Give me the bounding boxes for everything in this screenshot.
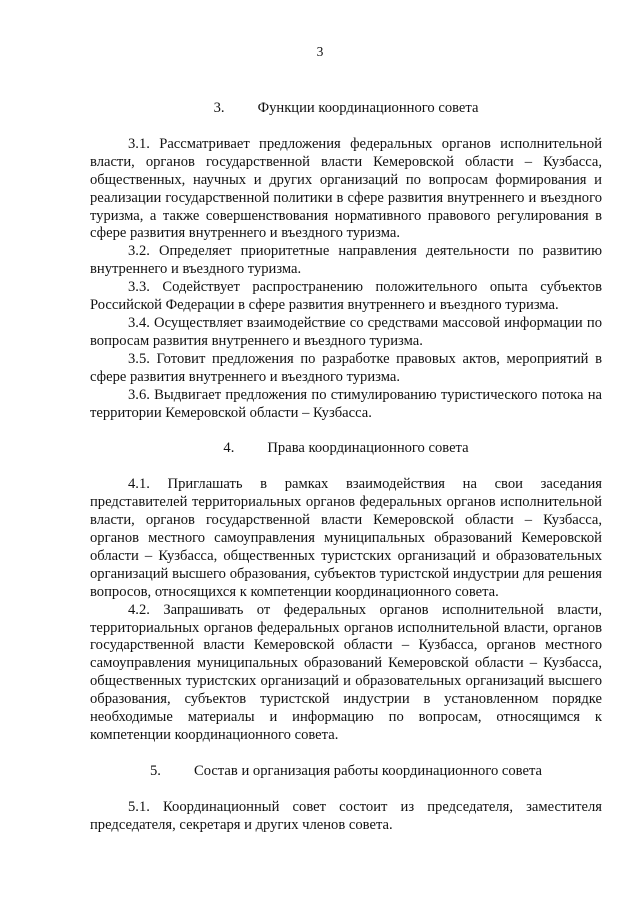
paragraph-3-4: 3.4. Осуществляет взаимодействие со средствами массовой информации по вопросам развития внутреннего и въездного туризма. [90,314,602,349]
paragraph-4-2: 4.2. Запрашивать от федеральных органов исполнительной власти, территориальных органов федеральных органов исполнительной власти, органов государственной власти Кемеровской области – Кузбасса, органов местного самоуправления муниципальных образований Кемеровской области – Кузбасса, общественных туристских организаций и образовательных организаций высшего образования, субъектов туристской индустрии в установленном порядке необходимые материалы и информацию по вопросам, относящимся к компетенции координационного совета. [90,601,602,743]
section-5 [90,763,602,835]
paragraph-3-3: 3.3. Содействует распространению положительного опыта субъектов Российской Федерации в сфере развития внутреннего и въездного туризма. [90,279,602,314]
paragraph-3-5: 3.5. Готовит предложения по разработке правовых актов, мероприятий в сфере развития внутреннего и въездного туризма. [90,350,602,385]
paragraph-5-1: 5.1. Координационный совет состоит из председателя, заместителя председателя, секретаря и других членов совета. [90,798,602,833]
paragraph-3-6: 3.6. Выдвигает предложения по стимулированию туристического потока на территории Кемеровской области – Кузбасса. [90,386,602,421]
paragraph-3-2: 3.2. Определяет приоритетные направления деятельности по развитию внутреннего и въездного туризма. [90,243,602,278]
section-number: 5. [150,762,161,779]
section-title: Состав и организация работы координационного совета [194,762,542,779]
section-title: Функции координационного совета [257,100,479,116]
section-number: 3. [213,100,225,116]
section-heading [90,100,602,118]
paragraph-4-1: 4.1. Приглашать в рамках взаимодействия на свои заседания представителей территориальных органов федеральных органов исполнительной власти, органов государственной власти Кемеровской области – Кузбасса, органов местного самоуправления муниципальных образований Кемеровской области – Кузбасса, общественных туристских организаций и образовательных организаций высшего образования, субъектов туристской индустрии для решения вопросов, относящихся к компетенции координационного совета. [90,476,602,600]
section-4 [90,440,602,745]
paragraph-3-1: 3.1. Рассматривает предложения федеральных органов исполнительной власти, органов государственной власти Кемеровской области – Кузбасса, общественных, научных и других организаций по вопросам формирования и реализации государственной политики в сфере развития внутреннего и въездного туризма, а также совершенствования нормативного правового регулирования в сфере развития внутреннего и въездного туризма. [90,135,602,242]
section-3 [90,100,602,422]
page-number: 3 [316,44,324,59]
section-title: Права координационного совета [267,440,469,457]
section-heading [90,763,602,781]
section-number: 4. [223,440,235,457]
section-heading [90,440,602,458]
document-body [90,100,602,835]
